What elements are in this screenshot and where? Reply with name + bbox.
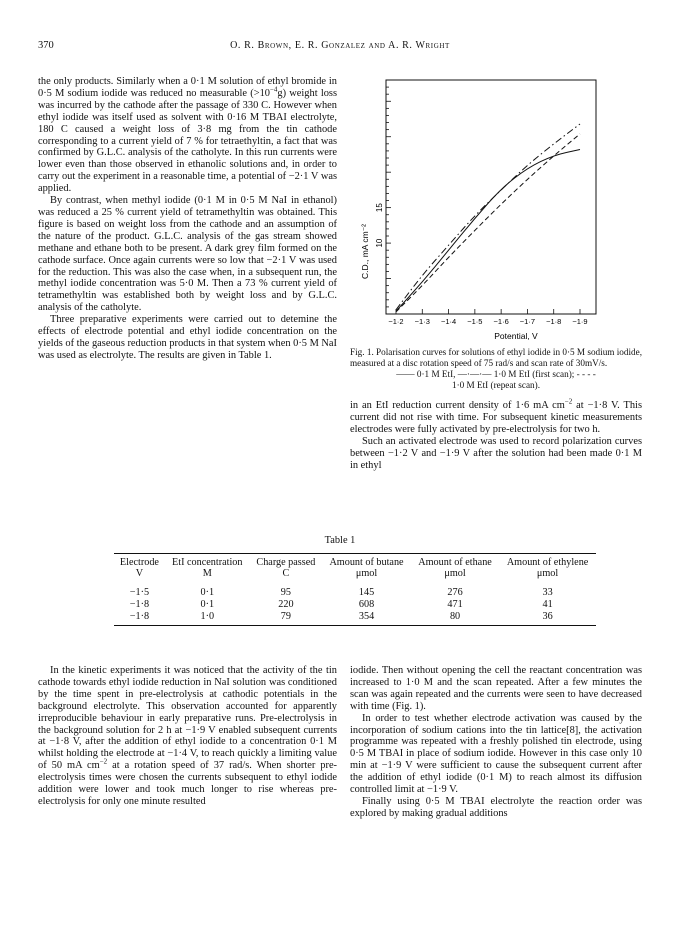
paragraph: In order to test whether electrode activation was caused by the incorporation of sodium cations into the tin lattice[8], the activation programme was repeated with a freshly polished tin electrode, using 0·5 M TBAI in place of sodium iodide. However in this case only 10 min at −1·9 V were sufficient to cause the subsequent current after the addition of ethyl iodide (0·1 M) to reach almost its diffusion controlled limit at −1·9 V.: [350, 712, 642, 796]
table-cell: 145: [358, 586, 375, 598]
table-cell: −1·8: [114, 610, 165, 626]
table-header-cell: Amount of ethylene μmol: [499, 554, 596, 584]
table-row: [114, 583, 596, 598]
table-header-cell: Amount of butane μmol: [322, 554, 411, 584]
table-cell: −1·5: [129, 586, 150, 598]
table-header-row: [114, 554, 596, 584]
table-cell: 276: [447, 586, 463, 598]
table-cell: 1·0: [165, 610, 250, 626]
paragraph: Finally using 0·5 M TBAI electrolyte the reaction order was explored by making gradual additions: [350, 795, 642, 819]
table-header-cell: Amount of ethane μmol: [411, 554, 499, 584]
table-header-cell: Charge passed C: [250, 554, 322, 584]
table-cell: −1·8: [129, 598, 150, 610]
y-axis-label: C.D., mA cm⁻²: [360, 223, 370, 279]
right-column-bottom: [350, 665, 642, 820]
paragraph: in an EtI reduction current density of 1·6 mA $cm^{-2}$ at −1·8 V. This current did not rise with time. For subsequent kinetic measurements electrodes were fully activated by pre-electrolysis for two h.: [350, 397, 642, 435]
left-column-top: [38, 76, 337, 362]
y-tick-label: 15: [375, 203, 384, 213]
table-row: [114, 610, 596, 626]
chart-series: [396, 124, 580, 312]
x-tick-label: −1·6: [493, 317, 509, 326]
caption-text: Fig. 1. Polarisation curves for solutions of ethyl iodide in 0·5 M sodium iodide, measured at a disc rotation speed of 75 rad/s and scan rate of 30mV/s.: [350, 347, 642, 368]
table-cell: 79: [250, 610, 322, 626]
table-row: [114, 598, 596, 610]
page-number: 370: [38, 40, 54, 51]
paragraph: By contrast, when methyl iodide (0·1 M in 0·5 M NaI in ethanol) was reduced a 25 % current yield of tetramethyltin was obtained. This figure is based on weight loss from the cathode and an assumption of the nature of the product. G.L.C. analysis of the gas stream showed methane and ethane both to be present. A dark grey film formed on the cathode surface. Once again currents were so low that −2·1 V was used for the reduction. This was also the case when, in a subsequent run, the methyl iodide concentration was 5·0 M. Then a 73 % current yield of tetramethyltin was established both by weight loss and by G.L.C. analysis of the catholyte.: [38, 195, 337, 314]
paragraph: iodide. Then without opening the cell the reactant concentration was increased to 1·0 M and the scan repeated. After a few minutes the scan was again repeated and the currents were seen to have decreased with time (Fig. 1).: [350, 665, 642, 712]
table-cell: 608: [358, 598, 375, 610]
table-header-cell: Electrode V: [114, 554, 165, 584]
chart-svg: [356, 74, 606, 344]
left-column-bottom: [38, 665, 337, 808]
chart-axes: [386, 80, 596, 314]
table-cell: 36: [499, 610, 596, 626]
table-cell: 0·1: [200, 598, 215, 610]
y-tick-label: 10: [375, 238, 384, 248]
table-cell: 80: [411, 610, 499, 626]
x-tick-label: −1·7: [519, 317, 536, 326]
series-line-solid: [396, 149, 580, 311]
x-tick-label: −1·4: [440, 317, 457, 326]
paragraph: the only products. Similarly when a 0·1 M solution of ethyl bromide in 0·5 M sodium iodide was reduced no measurable $(>10^{-4}g)$ weight loss was incurred by the cathode after the passage of 330 C. However when ethyl iodide was itself used as solvent with 0·16 M TBAI electrolyte, 180 C caused a weight loss of 3·8 mg from the tin cathode corresponding to a current yield of 7 % for tetraethyltin, a fact that was confirmed by G.L.C. analysis of the catholyte. In this run currents were lower even than those observed in ethanolic solutions and, in order to carry out the experiment in a reasonable time, a potential of −2·1 V was applied.: [38, 76, 337, 195]
table-cell: 471: [447, 598, 463, 610]
x-tick-label: −1·2: [388, 317, 404, 326]
running-head: O. R. Brown, E. R. Gonzalez and A. R. Wright: [230, 40, 450, 51]
table-cell: 0·1: [200, 586, 215, 598]
x-tick-label: −1·5: [467, 317, 483, 326]
x-tick-label: −1·8: [546, 317, 562, 326]
x-tick-label: −1·9: [572, 317, 588, 326]
table-cell: 354: [322, 610, 411, 626]
page-header: [38, 40, 642, 54]
figure-caption: [350, 347, 642, 391]
paragraph: In the kinetic experiments it was noticed that the activity of the tin cathode towards ethyl iodide reduction in NaI solution was conditioned by the time spent in pre-electrolysis at cathodic potentials in the background electrolyte. This observation accounted for apparently irreproducible behaviour in early preparative runs. Pre-electrolysis in the background solution for 2 h at −1·9 V enabled subsequent currents at −1·8 V, after the addition of ethyl iodide to a concentration 0·1 M whilst holding the electrode at −1·4 V, to reach quickly a limiting value of 50 mA $cm^{-2}$ at a rotation speed of 37 rad/s. When shorter pre-electrolysis times were chosen the currents subsequent to ethyl iodide addition were lower and took much longer to rise whereas pre-electrolysis for only one minute resulted: [38, 665, 338, 807]
paragraph: Three preparative experiments were carried out to detemine the effects of electrode potential and ethyl iodide concentration on the yields of the gaseous reduction products in that system when 0·5 M NaI was used as electrolyte. The results are given in Table 1.: [38, 314, 337, 361]
table-cell: 95: [280, 586, 291, 598]
paragraph: Such an activated electrode was used to record polarization curves between −1·2 V and −1·9 V after the solution had been made 0·1 M in ethyl: [350, 435, 642, 471]
table-cell: 41: [542, 598, 553, 610]
results-table: [114, 553, 596, 626]
table-header-cell: EtI concentration M: [165, 554, 250, 584]
table-cell: 220: [278, 598, 294, 610]
caption-legend: 1·0 M EtI (repeat scan).: [451, 380, 540, 390]
chart-labels: [360, 203, 588, 341]
right-column-top: [350, 397, 642, 471]
series-line-dashed: [396, 134, 580, 312]
x-tick-label: −1·3: [414, 317, 430, 326]
figure-polarisation-curves: [356, 74, 606, 344]
table-title: Table 1: [324, 535, 356, 546]
x-axis-label: Potential, V: [494, 331, 538, 341]
table-cell: 33: [542, 586, 553, 598]
plot-frame: [386, 80, 596, 314]
caption-legend: —— 0·1 M EtI, —·—·— 1·0 M EtI (first scan); - - - -: [396, 369, 596, 379]
